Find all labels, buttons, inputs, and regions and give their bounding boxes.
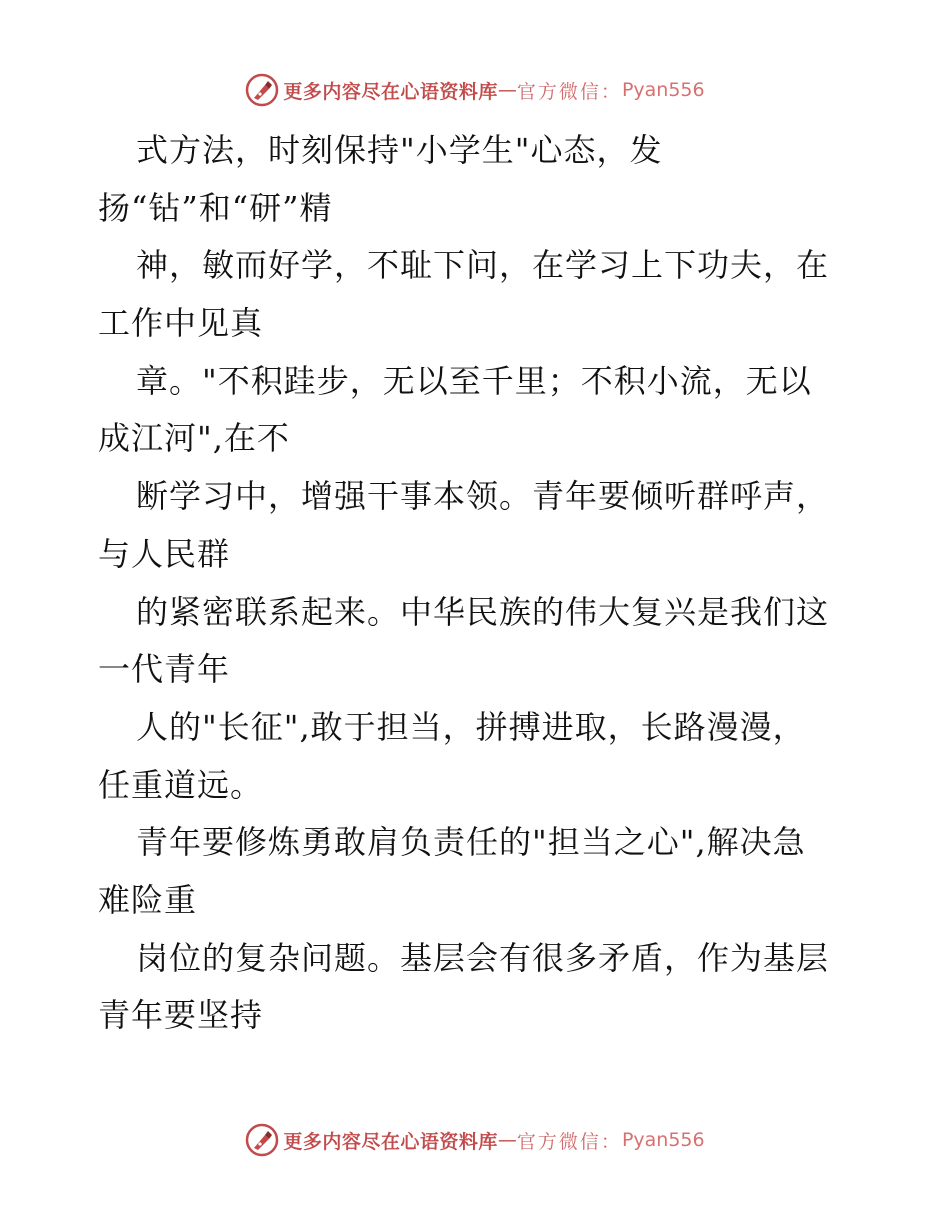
body-line: 断学习中，增强干事本领。青年要倾听群呼声，	[136, 477, 830, 516]
body-line: 成江河",在不	[98, 419, 290, 458]
body-line: 式方法，时刻保持"小学生"心态，发	[136, 131, 663, 169]
wechat-id: Pyan556	[621, 79, 705, 101]
site-name: 更多内容尽在心语资料库	[283, 80, 498, 103]
site-name: 更多内容尽在心语资料库	[283, 1130, 498, 1153]
pen-nib-icon	[245, 1123, 279, 1157]
body-line: 章。"不积跬步，无以至千里；不积小流，无以	[136, 361, 812, 400]
body-line: 神，敏而好学，不耻下问，在学习上下功夫，在	[136, 246, 830, 285]
body-line: 难险重	[98, 880, 198, 919]
body-line: 工作中见真	[98, 304, 264, 343]
document-body	[98, 122, 858, 1045]
wechat-label: 官方微信：	[516, 1130, 622, 1153]
banner-separator: —	[497, 79, 517, 101]
wechat-id: Pyan556	[621, 1129, 705, 1151]
body-line: 的紧密联系起来。中华民族的伟大复兴是我们这	[136, 592, 830, 631]
body-line: 青年要坚持	[98, 996, 264, 1035]
body-line: 扬“钻”和“研”精	[98, 188, 333, 227]
body-line: 人的"长征",敢于担当，拼搏进取，长路漫漫，	[136, 707, 806, 746]
wechat-label: 官方微信：	[516, 80, 622, 103]
footer-banner	[0, 1122, 950, 1158]
body-line: 与人民群	[98, 534, 231, 573]
body-line: 一代青年	[98, 650, 231, 689]
banner-separator: —	[497, 1129, 517, 1151]
body-line: 岗位的复杂问题。基层会有很多矛盾，作为基层	[136, 938, 830, 977]
pen-nib-icon	[245, 73, 279, 107]
body-line: 青年要修炼勇敢肩负责任的"担当之心",解决急	[136, 823, 806, 862]
body-line: 任重道远。	[98, 765, 264, 804]
header-banner	[0, 72, 950, 108]
